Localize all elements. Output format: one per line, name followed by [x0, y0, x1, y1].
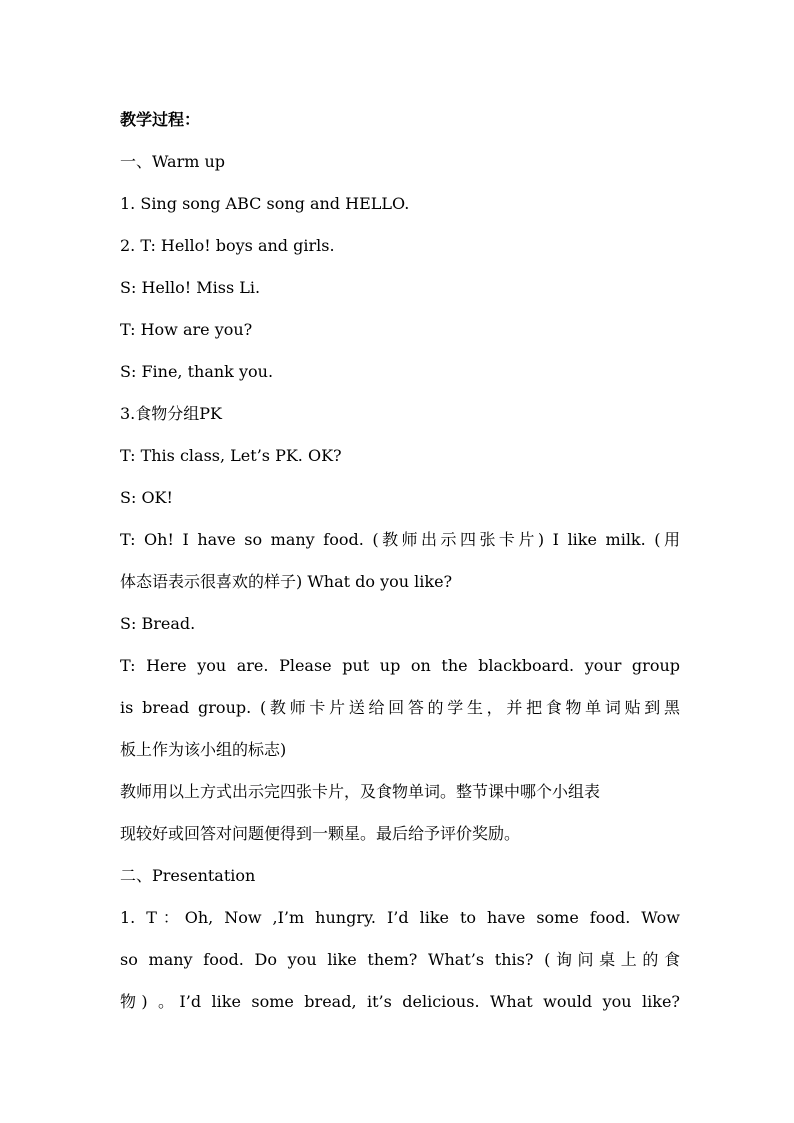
doc-line: so many food. Do you like them? What’s this? (询问桌上的食	[120, 950, 680, 969]
doc-line: 1. Sing song ABC song and HELLO.	[120, 194, 410, 213]
doc-line: T: Here you are. Please put up on the blackboard. your group	[120, 656, 680, 675]
doc-line: 现较好或回答对问题便得到一颗星。最后给予评价奖励。	[120, 824, 521, 843]
doc-line: 体态语表示很喜欢的样子) What do you like?	[120, 572, 453, 591]
doc-line: T: This class, Let’s PK. OK?	[120, 446, 342, 465]
doc-line: 1. T：Oh, Now ,I’m hungry. I’d like to have some food. Wow	[120, 908, 680, 927]
doc-line: T: How are you?	[120, 320, 253, 339]
doc-line: 二、Presentation	[120, 866, 256, 885]
doc-line: 3.食物分组PK	[120, 404, 222, 423]
doc-line: S: OK!	[120, 488, 173, 507]
doc-line: 教师用以上方式出示完四张卡片，及食物单词。整节课中哪个小组表	[120, 782, 601, 801]
doc-line: S: Fine, thank you.	[120, 362, 274, 381]
doc-line: S: Bread.	[120, 614, 196, 633]
doc-line: 物) 。I’d like some bread, it’s delicious. What would you like?	[120, 992, 680, 1011]
doc-line: 2. T: Hello! boys and girls.	[120, 236, 335, 255]
doc-line: is bread group. (教师卡片送给回答的学生，并把食物单词贴到黑	[120, 698, 680, 717]
doc-line: 教学过程：	[120, 110, 201, 129]
doc-line: S: Hello! Miss Li.	[120, 278, 261, 297]
doc-line: T: Oh! I have so many food. (教师出示四张卡片) I like milk. (用	[120, 530, 680, 549]
doc-line: 板上作为该小组的标志)	[120, 740, 287, 759]
doc-line: 一、Warm up	[120, 152, 226, 171]
document-body	[120, 99, 680, 1023]
